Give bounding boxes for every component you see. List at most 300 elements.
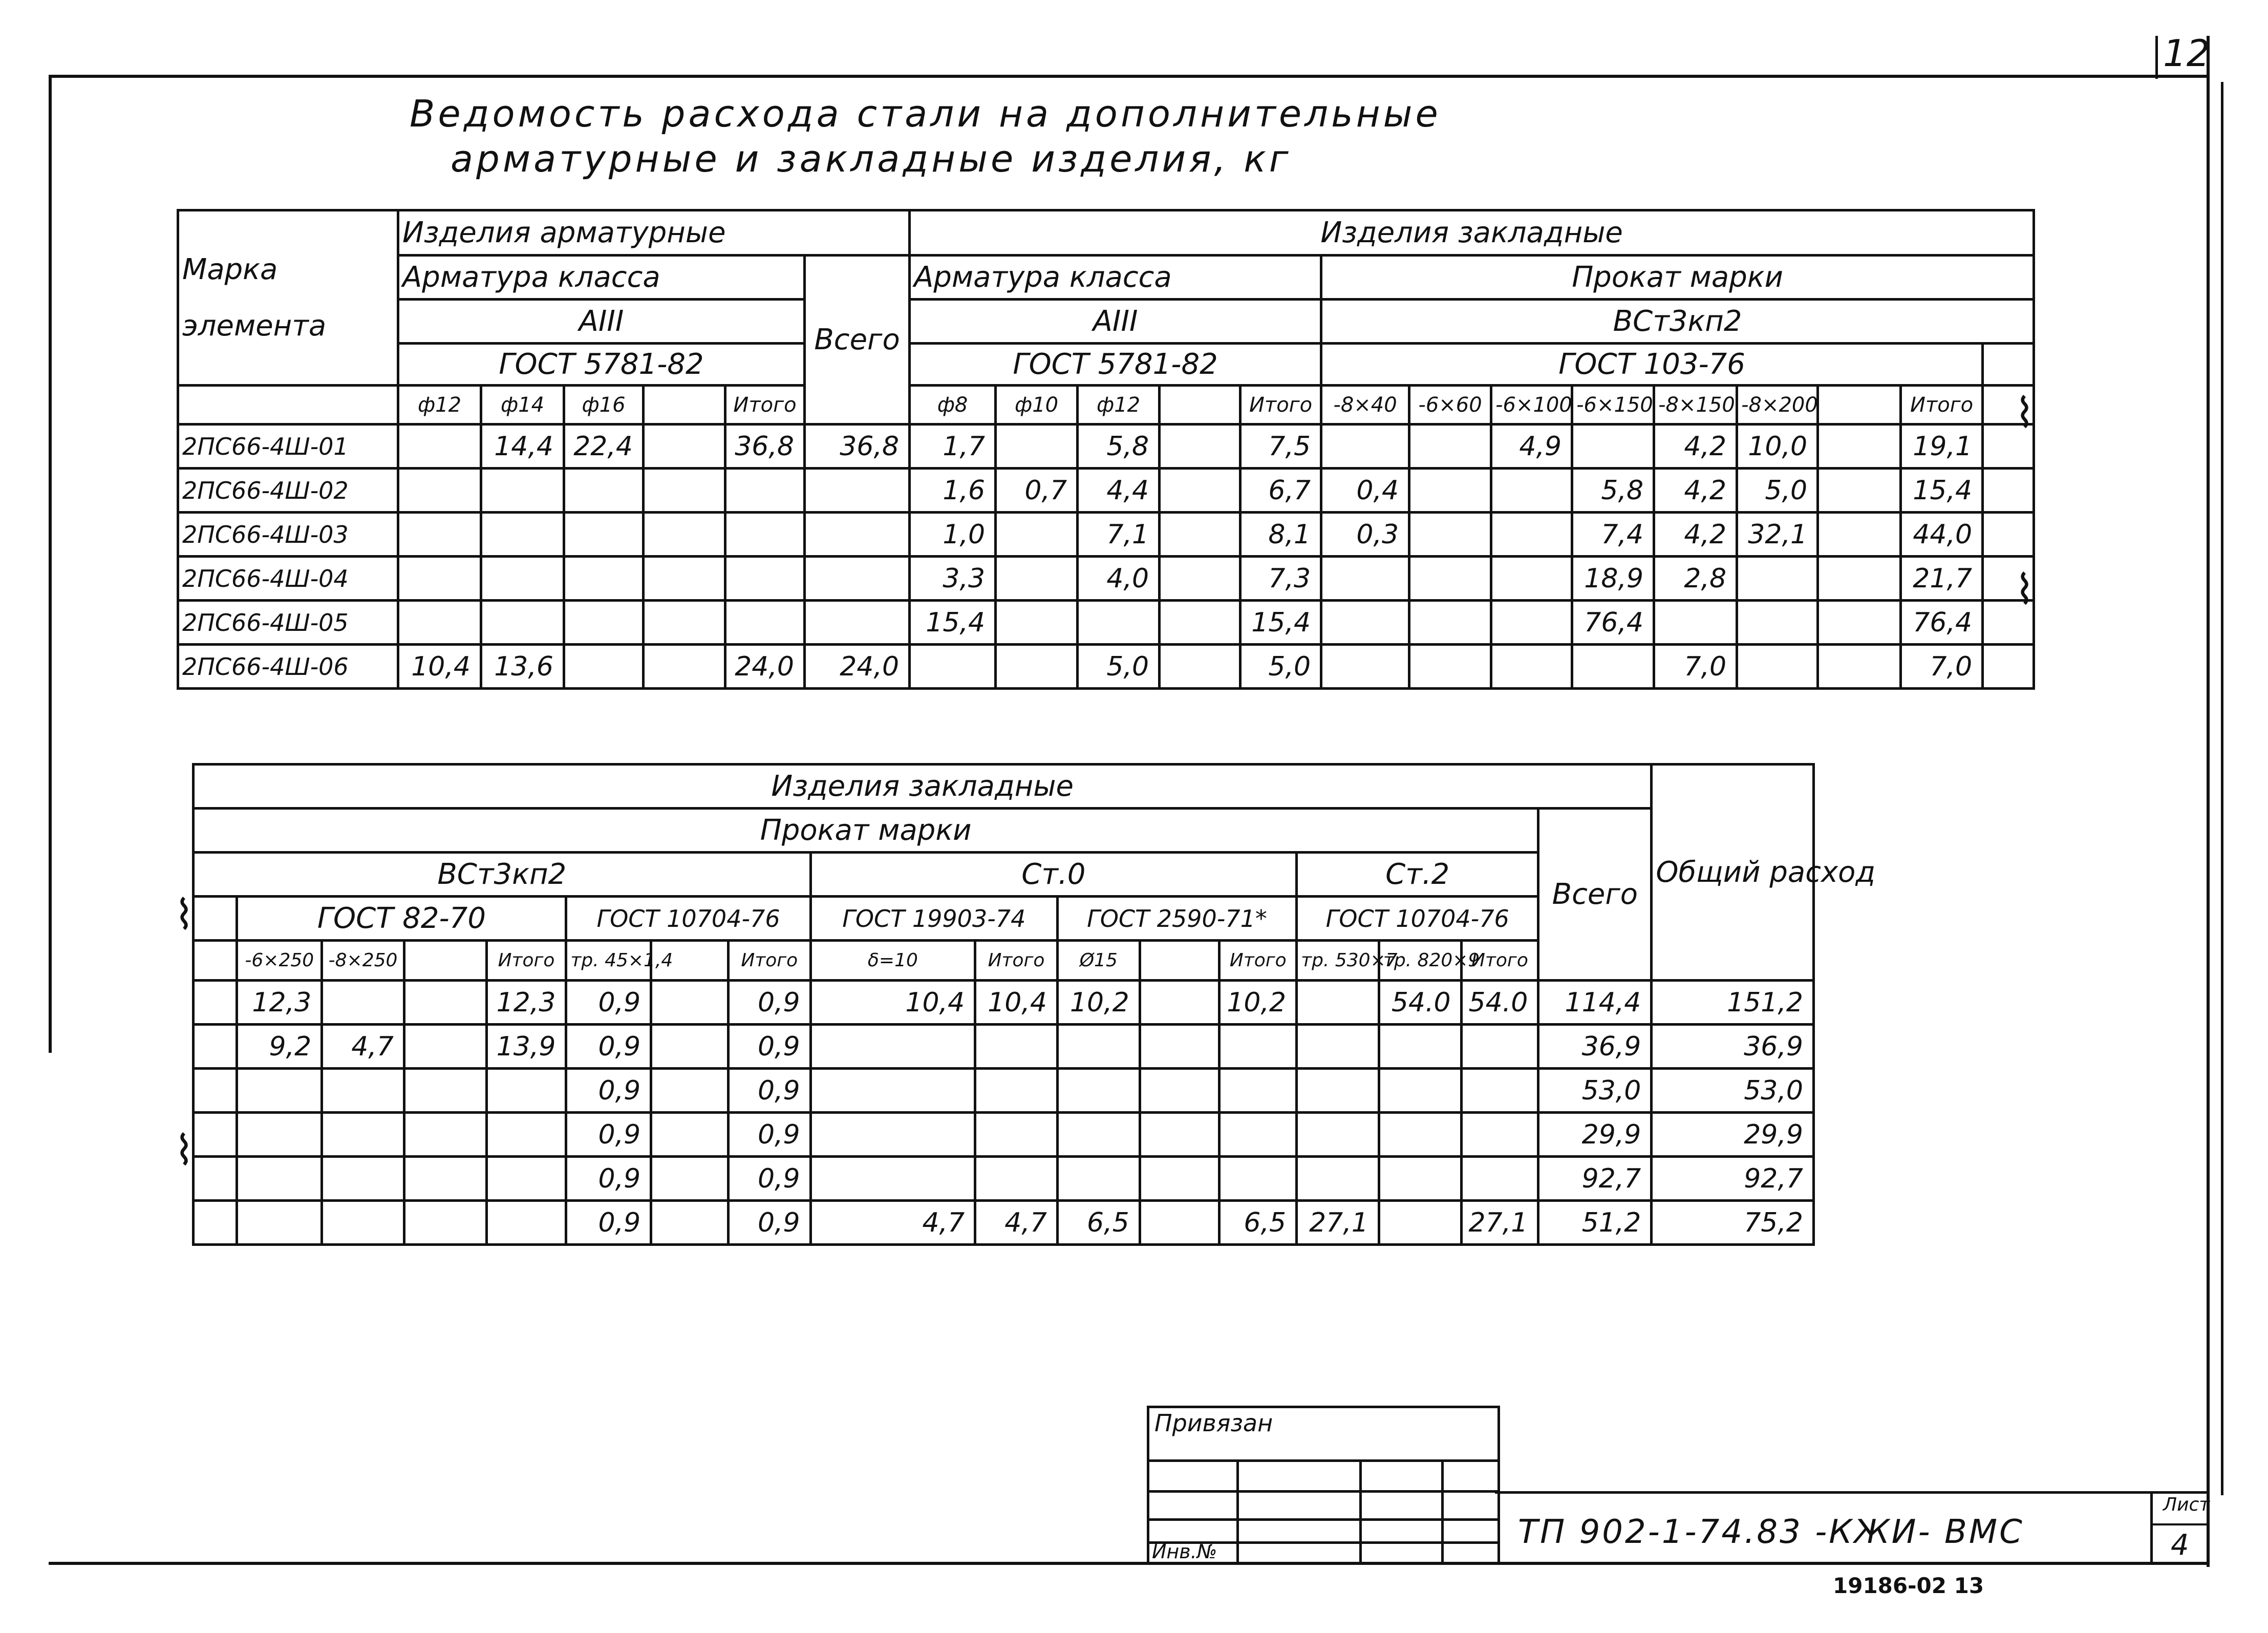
table-cell [1297, 981, 1379, 1025]
table-cell: 14,4 [481, 425, 564, 469]
gost-a-label: ГОСТ 5781-82 [398, 344, 805, 386]
table-cell [644, 645, 725, 689]
table-cell: 4,9 [1491, 425, 1572, 469]
blank-cell [194, 1157, 237, 1201]
table-cell [1160, 645, 1240, 689]
table-cell: 10,4 [975, 981, 1058, 1025]
table-cell [237, 1069, 322, 1113]
lower-table-body [194, 981, 1814, 1245]
table-cell: 4,7 [810, 1201, 975, 1245]
inv-label: Инв.№ [1152, 1540, 1217, 1563]
table-row [178, 513, 2034, 557]
table-cell: 10,0 [1737, 425, 1818, 469]
table-cell [481, 513, 564, 557]
table-cell [1461, 1025, 1538, 1069]
table-cell [486, 1201, 566, 1245]
table-cell [805, 469, 910, 513]
table-cell: 114,4 [1538, 981, 1652, 1025]
table-cell: 4,2 [1654, 513, 1737, 557]
col-header [1818, 386, 1901, 425]
armat-class-a-header: Арматура класса [398, 256, 805, 300]
col-header: ф8 [910, 386, 996, 425]
table-cell [564, 513, 644, 557]
table-cell: 4,4 [1078, 469, 1160, 513]
table-cell [237, 1201, 322, 1245]
table-cell [486, 1113, 566, 1157]
table-cell [1737, 645, 1818, 689]
table-cell [1409, 557, 1491, 601]
table-cell: 7,3 [1240, 557, 1321, 601]
table-cell: 15,4 [1901, 469, 1983, 513]
col-header: -6×100 [1491, 386, 1572, 425]
table-cell [644, 513, 725, 557]
table-cell: 3,3 [910, 557, 996, 601]
table-cell: 7,5 [1240, 425, 1321, 469]
table-cell: 4,7 [975, 1201, 1058, 1245]
table-cell [1140, 1201, 1219, 1245]
table-cell [1409, 645, 1491, 689]
table-cell: 10,2 [1057, 981, 1140, 1025]
table-cell: 27,1 [1461, 1201, 1538, 1245]
table-cell [398, 425, 481, 469]
table-cell [1321, 425, 1409, 469]
row-mark: 2ПС66-4Ш-02 [178, 469, 398, 513]
table-cell [1057, 1113, 1140, 1157]
table-cell [1140, 1113, 1219, 1157]
table-cell: 4,7 [322, 1025, 404, 1069]
stamp-line [1147, 1459, 1497, 1462]
table-cell [805, 513, 910, 557]
table-cell: 0,9 [728, 981, 810, 1025]
table-cell [996, 645, 1078, 689]
table-cell [1057, 1157, 1140, 1201]
row-mark: 2ПС66-4Ш-01 [178, 425, 398, 469]
steel1-header: ВСт3кп2 [194, 853, 811, 897]
table-cell [1409, 469, 1491, 513]
table-cell: 75,2 [1652, 1201, 1814, 1245]
gost4-header: ГОСТ 2590-71* [1057, 897, 1296, 941]
col-header: ф16 [564, 386, 644, 425]
table-cell: 9,2 [237, 1025, 322, 1069]
table-cell [486, 1069, 566, 1113]
table-cell: 53,0 [1538, 1069, 1652, 1113]
frame-top [49, 75, 2209, 78]
armat-class-b-header: Арматура класса [910, 256, 1321, 300]
table-cell [1379, 1201, 1461, 1245]
table-cell [1491, 557, 1572, 601]
table-cell: 24,0 [725, 645, 805, 689]
table-cell: 0,9 [566, 1201, 651, 1245]
table-cell: 29,9 [1538, 1113, 1652, 1157]
table-cell: 151,2 [1652, 981, 1814, 1025]
list-box-left [2150, 1491, 2153, 1563]
table-cell [1297, 1157, 1379, 1201]
table-cell: 15,4 [1240, 601, 1321, 645]
table-cell [1409, 425, 1491, 469]
table-cell: 2,8 [1654, 557, 1737, 601]
table-cell [1818, 645, 1901, 689]
list-number: 4 [2171, 1529, 2189, 1562]
table-cell [725, 557, 805, 601]
table-cell: 36,9 [1652, 1025, 1814, 1069]
table-cell [651, 1157, 729, 1201]
table-cell: 4,2 [1654, 469, 1737, 513]
bottom-note: 19186-02 13 [1833, 1573, 1984, 1598]
table-row [178, 469, 2034, 513]
table-cell: 54.0 [1379, 981, 1461, 1025]
col-header: Итого [725, 386, 805, 425]
blank-cell [194, 1113, 237, 1157]
table-cell: 13,6 [481, 645, 564, 689]
table-cell: 27,1 [1297, 1201, 1379, 1245]
col-header [404, 941, 486, 981]
table-cell [810, 1157, 975, 1201]
stamp-line [1441, 1459, 1444, 1562]
table-cell [1572, 645, 1654, 689]
table-cell [910, 645, 996, 689]
table-cell [398, 601, 481, 645]
table-cell [398, 557, 481, 601]
gost1-header: ГОСТ 82-70 [237, 897, 566, 941]
col-header: Итого [1901, 386, 1983, 425]
blank-cell [194, 1069, 237, 1113]
table-cell [1491, 513, 1572, 557]
table-cell [1160, 469, 1240, 513]
table-cell: 4,0 [1078, 557, 1160, 601]
embed-items-header: Изделия закладные [910, 210, 2034, 256]
gost-b-label: ГОСТ 5781-82 [910, 344, 1321, 386]
table-cell [398, 469, 481, 513]
table-cell [322, 1157, 404, 1201]
table-cell [996, 601, 1078, 645]
table-cell [651, 1113, 729, 1157]
col-header: Итого [1240, 386, 1321, 425]
table-cell: 76,4 [1901, 601, 1983, 645]
col-header: -6×250 [237, 941, 322, 981]
table-cell [1219, 1069, 1297, 1113]
table-cell [237, 1113, 322, 1157]
table-cell: 22,4 [564, 425, 644, 469]
prokat-header: Прокат марки [194, 809, 1538, 853]
armat-items-header: Изделия арматурные [398, 210, 910, 256]
table-cell: 76,4 [1572, 601, 1654, 645]
table-cell [481, 469, 564, 513]
col-header: Итого [728, 941, 810, 981]
break-mark: ⌇ [2015, 566, 2035, 613]
table-cell [322, 1113, 404, 1157]
table-row [194, 1025, 1814, 1069]
table-cell: 12,3 [486, 981, 566, 1025]
prokat-header: Прокат марки [1321, 256, 2034, 300]
table-cell: 0,9 [728, 1157, 810, 1201]
table-cell [725, 513, 805, 557]
table-cell: 7,4 [1572, 513, 1654, 557]
table-cell: 36,8 [805, 425, 910, 469]
table-cell [1140, 1025, 1219, 1069]
table-cell [404, 1157, 486, 1201]
col-header [1160, 386, 1240, 425]
table-cell: 24,0 [805, 645, 910, 689]
blank-cell [178, 386, 398, 425]
col-header: ф12 [398, 386, 481, 425]
list-label: Лист [2163, 1494, 2210, 1515]
col-header: -6×150 [1572, 386, 1654, 425]
table-cell [1983, 469, 2034, 513]
table-cell: 0,9 [728, 1201, 810, 1245]
table-cell [1818, 601, 1901, 645]
break-mark: ⌇ [174, 891, 195, 939]
table-cell [1160, 557, 1240, 601]
table-cell [1737, 601, 1818, 645]
table-cell [1140, 981, 1219, 1025]
table-cell [404, 1069, 486, 1113]
gost-c-label: ГОСТ 103-76 [1321, 344, 1983, 386]
table-cell [404, 981, 486, 1025]
table-cell [725, 469, 805, 513]
stamp-line [1236, 1459, 1239, 1562]
table-cell: 13,9 [486, 1025, 566, 1069]
table-cell [1297, 1113, 1379, 1157]
table-cell [564, 557, 644, 601]
table-cell [1818, 469, 1901, 513]
page-title-line2: арматурные и закладные изделия, кг [451, 137, 1292, 180]
table-cell [644, 557, 725, 601]
table-cell: 10,2 [1219, 981, 1297, 1025]
table-cell [725, 601, 805, 645]
table-cell: 32,1 [1737, 513, 1818, 557]
table-row [194, 1069, 1814, 1113]
table-cell [1160, 425, 1240, 469]
steel-table-lower [192, 763, 1876, 1246]
col-header [1140, 941, 1219, 981]
class-b-label: АIII [910, 300, 1321, 344]
table-cell: 0,9 [566, 1157, 651, 1201]
table-cell: 5,8 [1572, 469, 1654, 513]
table-cell [237, 1157, 322, 1201]
table-cell: 0,9 [728, 1025, 810, 1069]
gost5-header: ГОСТ 10704-76 [1297, 897, 1538, 941]
table-row [178, 425, 2034, 469]
table-cell [1140, 1157, 1219, 1201]
table-cell [644, 469, 725, 513]
table-cell: 36,9 [1538, 1025, 1652, 1069]
table-cell: 21,7 [1901, 557, 1983, 601]
table-row [178, 601, 2034, 645]
table-cell [1983, 513, 2034, 557]
table-cell: 0,9 [566, 1113, 651, 1157]
table-cell: 7,1 [1078, 513, 1160, 557]
upper-table-body [178, 425, 2034, 689]
table-cell [1140, 1069, 1219, 1113]
document-code: ТП 902-1-74.83 -КЖИ- ВМС [1518, 1513, 2024, 1551]
table-cell [996, 557, 1078, 601]
table-cell: 0,4 [1321, 469, 1409, 513]
table-cell: 10,4 [398, 645, 481, 689]
table-cell: 29,9 [1652, 1113, 1814, 1157]
table-cell [1321, 601, 1409, 645]
table-cell: 6,5 [1219, 1201, 1297, 1245]
table-cell [1461, 1157, 1538, 1201]
table-cell [805, 557, 910, 601]
table-cell [1409, 601, 1491, 645]
table-cell: 1,7 [910, 425, 996, 469]
table-cell [486, 1157, 566, 1201]
table-cell [1983, 645, 2034, 689]
table-cell [1491, 469, 1572, 513]
col-header: тр. 45×1,4 [566, 941, 651, 981]
table-cell [322, 1201, 404, 1245]
table-cell [644, 601, 725, 645]
table-cell [1491, 645, 1572, 689]
table-cell [1818, 425, 1901, 469]
col-header [644, 386, 725, 425]
blank-cell [194, 897, 237, 941]
table-cell [481, 601, 564, 645]
blank-cell [194, 1201, 237, 1245]
table-cell: 0,3 [1321, 513, 1409, 557]
table-cell: 18,9 [1572, 557, 1654, 601]
col-header: -8×250 [322, 941, 404, 981]
table-cell [1491, 601, 1572, 645]
table-cell [564, 469, 644, 513]
table-cell: 44,0 [1901, 513, 1983, 557]
table-cell: 5,0 [1240, 645, 1321, 689]
table-cell: 5,0 [1737, 469, 1818, 513]
table-cell [398, 513, 481, 557]
table-cell [996, 513, 1078, 557]
page-title-line1: Ведомость расхода стали на дополнительные [410, 92, 1441, 135]
table-cell: 15,4 [910, 601, 996, 645]
col-header: тр. 530×7 [1297, 941, 1379, 981]
table-cell: 92,7 [1652, 1157, 1814, 1201]
table-cell [651, 981, 729, 1025]
table-cell: 1,6 [910, 469, 996, 513]
table-cell: 53,0 [1652, 1069, 1814, 1113]
table-cell [1219, 1025, 1297, 1069]
table-cell: 0,9 [566, 1069, 651, 1113]
table-cell [975, 1069, 1058, 1113]
col-header: Итого [1461, 941, 1538, 981]
col-header: ф12 [1078, 386, 1160, 425]
blank-cell [194, 1025, 237, 1069]
table-cell [651, 1025, 729, 1069]
col-header: Итого [486, 941, 566, 981]
table-cell [975, 1157, 1058, 1201]
table-cell [1572, 425, 1654, 469]
col-header: тр. 820×9 [1379, 941, 1461, 981]
table-cell: 5,8 [1078, 425, 1160, 469]
blank-cell [1983, 344, 2034, 386]
table-cell [322, 981, 404, 1025]
table-row [178, 645, 2034, 689]
table-cell [810, 1113, 975, 1157]
table-row [178, 557, 2034, 601]
table-cell [1818, 513, 1901, 557]
table-cell [1654, 601, 1737, 645]
table-cell: 0,9 [566, 981, 651, 1025]
table-cell [1461, 1113, 1538, 1157]
row-mark: 2ПС66-4Ш-04 [178, 557, 398, 601]
table-cell [644, 425, 725, 469]
table-cell [1219, 1113, 1297, 1157]
col-header: Итого [975, 941, 1058, 981]
table-cell: 0,9 [566, 1025, 651, 1069]
table-cell [1379, 1069, 1461, 1113]
blank-cell [194, 981, 237, 1025]
frame-left [49, 75, 52, 1053]
table-row [194, 1201, 1814, 1245]
gost2-header: ГОСТ 10704-76 [566, 897, 810, 941]
table-cell [1297, 1025, 1379, 1069]
list-box-mid [2150, 1523, 2209, 1525]
table-row [194, 1113, 1814, 1157]
table-cell [564, 645, 644, 689]
table-cell: 0,9 [728, 1069, 810, 1113]
table-cell [1160, 513, 1240, 557]
total-header: Всего [805, 256, 910, 425]
break-mark: ⌇ [174, 1127, 195, 1174]
table-cell [1379, 1025, 1461, 1069]
privyazan-label: Привязан [1154, 1409, 1273, 1437]
col-header: δ=10 [810, 941, 975, 981]
row-mark: 2ПС66-4Ш-03 [178, 513, 398, 557]
table-cell [1409, 513, 1491, 557]
table-cell [651, 1201, 729, 1245]
col-header: -8×150 [1654, 386, 1737, 425]
table-cell: 12,3 [237, 981, 322, 1025]
table-cell [1461, 1069, 1538, 1113]
title-block-top [1495, 1491, 2209, 1494]
steel-table-upper [177, 209, 2035, 690]
table-cell: 54.0 [1461, 981, 1538, 1025]
row-mark: 2ПС66-4Ш-05 [178, 601, 398, 645]
steel2-header: Ст.0 [810, 853, 1296, 897]
table-cell [1379, 1157, 1461, 1201]
table-cell: 36,8 [725, 425, 805, 469]
table-cell: 19,1 [1901, 425, 1983, 469]
table-cell: 0,7 [996, 469, 1078, 513]
stamp-line [1359, 1459, 1362, 1562]
table-cell [810, 1069, 975, 1113]
table-cell [481, 557, 564, 601]
table-cell [564, 601, 644, 645]
table-cell: 6,5 [1057, 1201, 1140, 1245]
total-header: Всего [1538, 809, 1652, 981]
row-mark: 2ПС66-4Ш-06 [178, 645, 398, 689]
table-cell: 0,9 [728, 1113, 810, 1157]
col-header: -8×200 [1737, 386, 1818, 425]
col-header: Ø15 [1057, 941, 1140, 981]
table-row [194, 981, 1814, 1025]
sheet-number-box-left [2155, 36, 2158, 79]
sheet-number: 12 [2163, 32, 2210, 75]
table-cell [1057, 1069, 1140, 1113]
steel3-header: Ст.2 [1297, 853, 1538, 897]
table-cell [1818, 557, 1901, 601]
table-cell: 10,4 [810, 981, 975, 1025]
table-cell [322, 1069, 404, 1113]
table-cell [1160, 601, 1240, 645]
table-cell [805, 601, 910, 645]
col-header: -8×40 [1321, 386, 1409, 425]
frame-right [2207, 36, 2210, 1567]
blank-cell [194, 941, 237, 981]
embed-items-header: Изделия закладные [194, 765, 1652, 809]
table-cell [404, 1113, 486, 1157]
table-cell: 6,7 [1240, 469, 1321, 513]
table-cell: 8,1 [1240, 513, 1321, 557]
class-a-label: АIII [398, 300, 805, 344]
